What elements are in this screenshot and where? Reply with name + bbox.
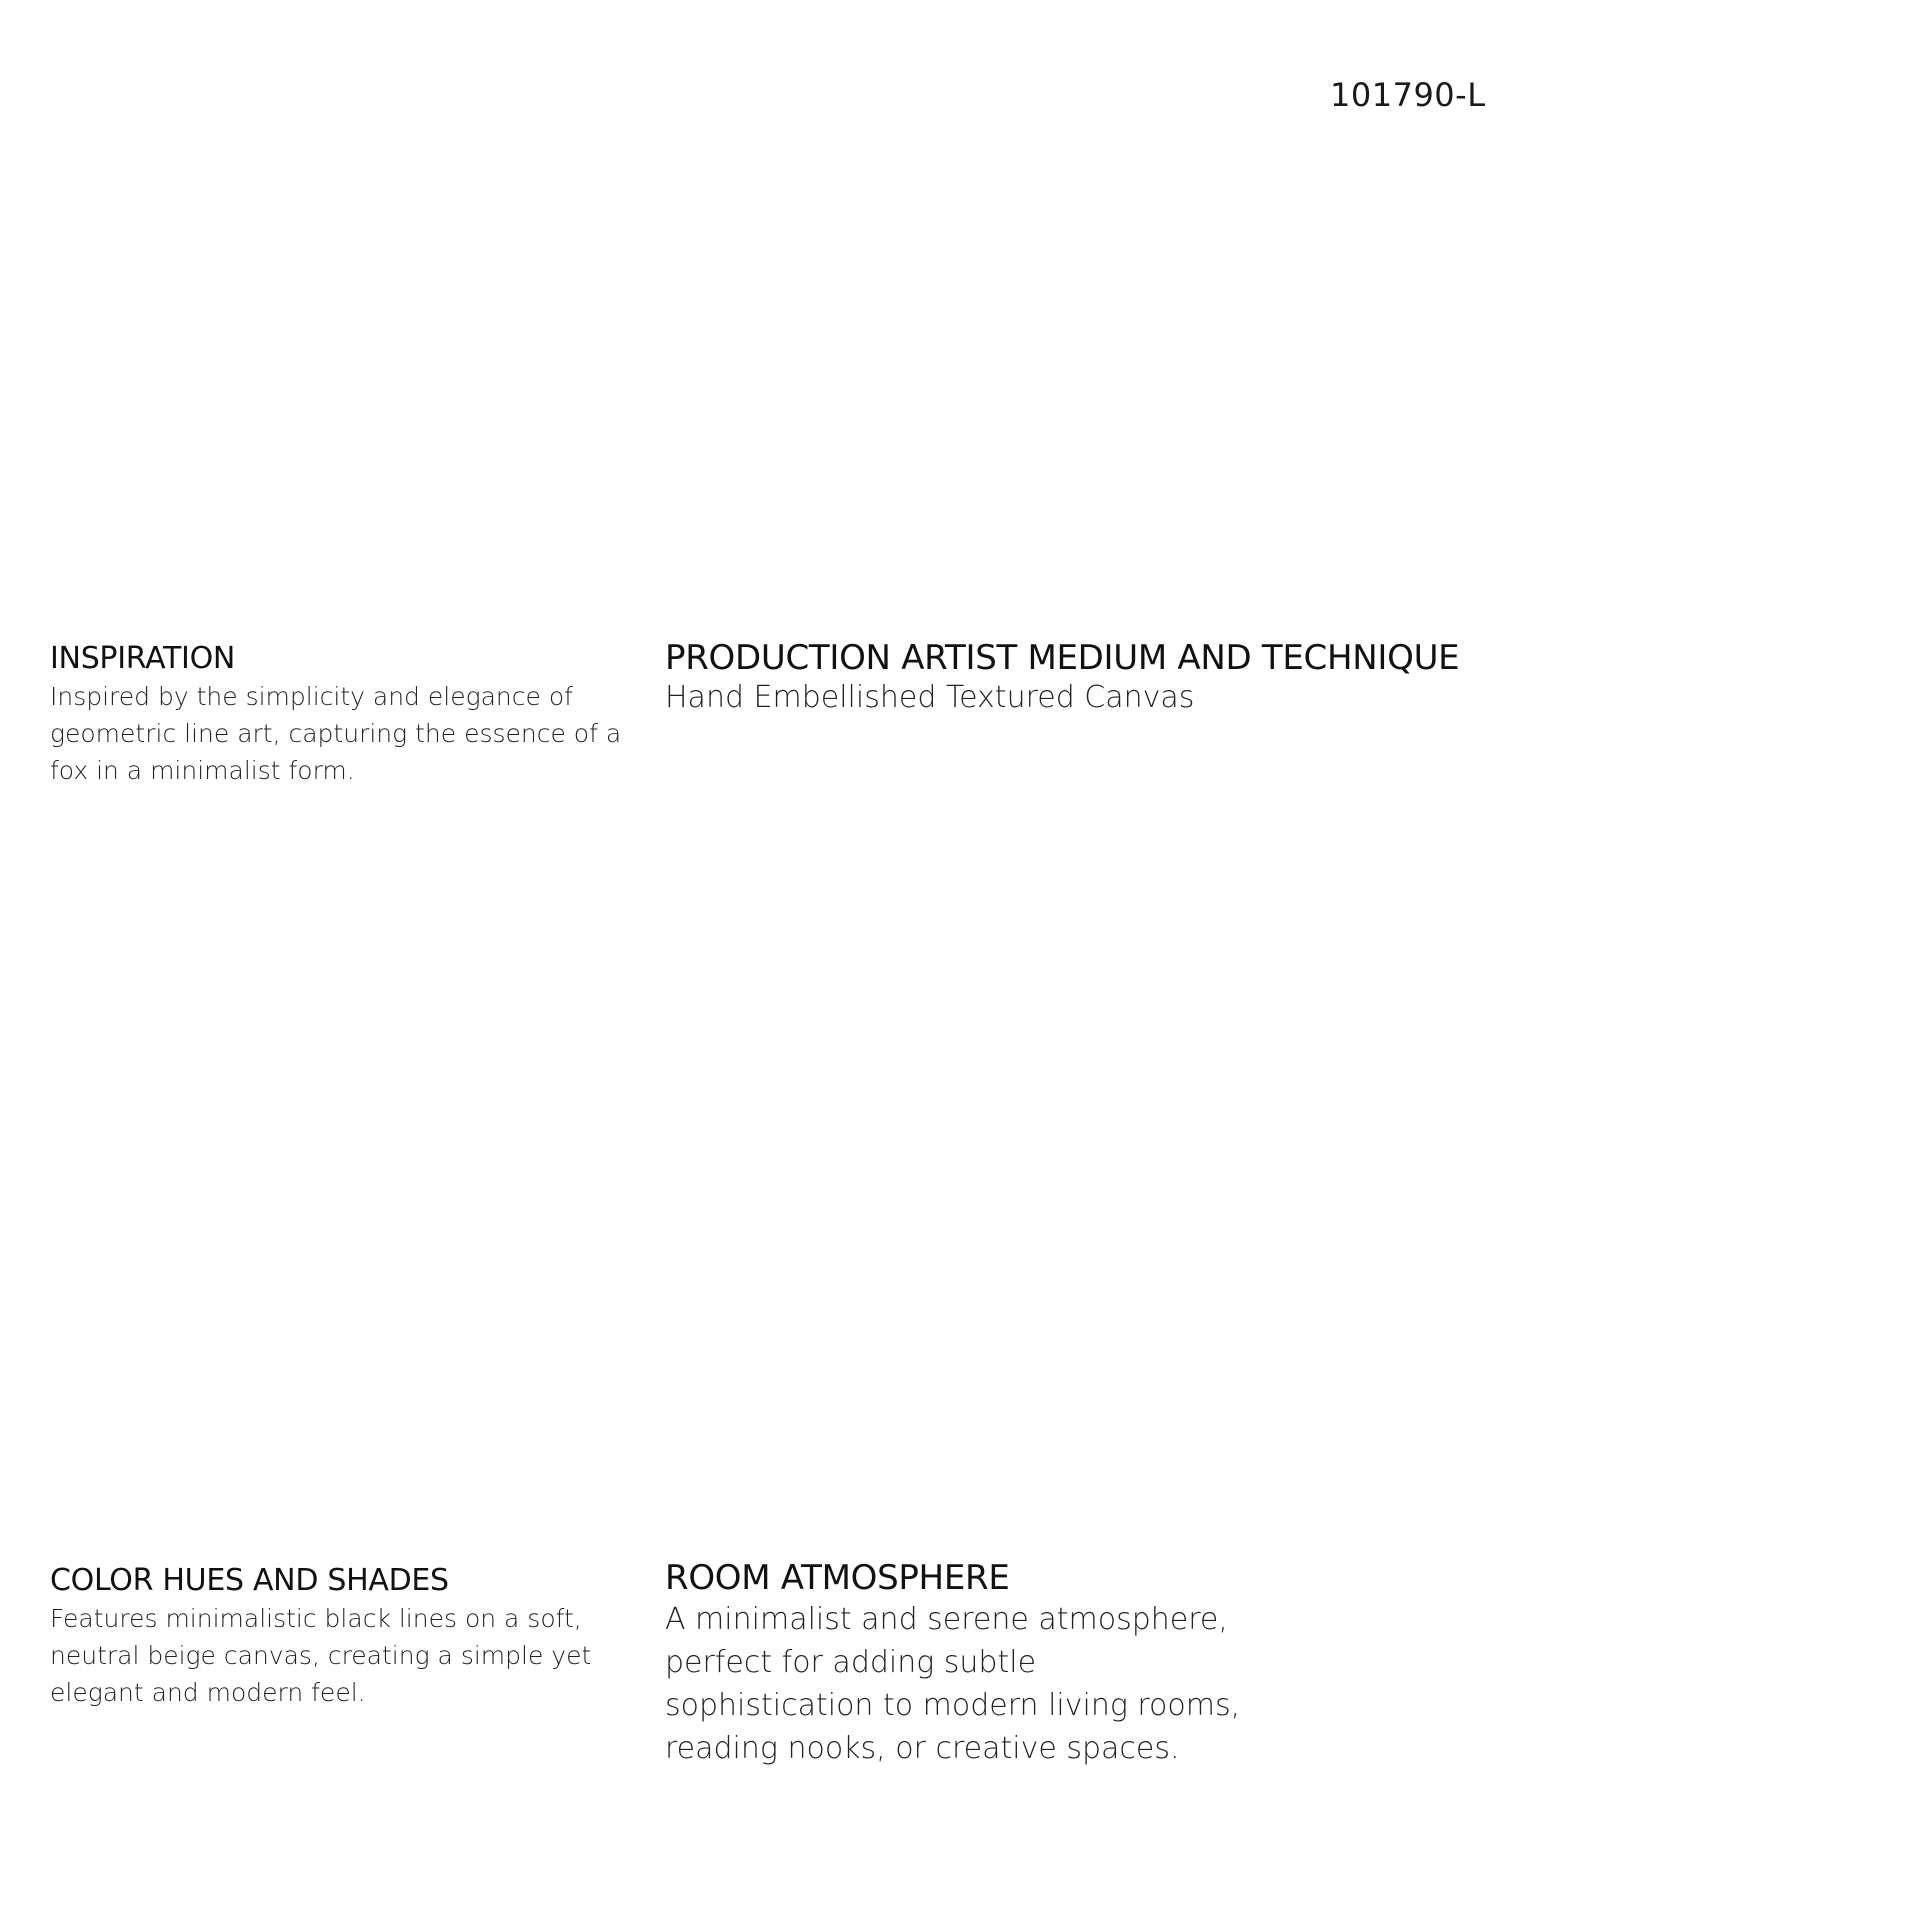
production-heading: PRODUCTION ARTIST MEDIUM AND TECHNIQUE: [665, 638, 1460, 678]
room-atmosphere-heading: ROOM ATMOSPHERE: [665, 1558, 1010, 1598]
color-section: [50, 1562, 640, 1711]
production-text: Hand Embellished Textured Canvas: [665, 680, 1195, 715]
inspiration-section: [50, 640, 640, 789]
room-atmosphere-text: A minimalist and serene atmosphere, perfect for adding subtle sophistication to modern living rooms, reading nooks, or creative spaces.: [665, 1602, 1241, 1766]
color-text: Features minimalistic black lines on a soft, neutral beige canvas, creating a simple yet elegant and modern feel.: [50, 1604, 592, 1707]
room-atmosphere-section: [665, 1558, 1285, 1770]
inspiration-heading: INSPIRATION: [50, 641, 236, 676]
production-section: [665, 638, 1565, 718]
inspiration-text: Inspired by the simplicity and elegance of geometric line art, capturing the essence of a fox in a minimalist form.: [50, 682, 622, 785]
product-code: 101790-L: [1330, 76, 1486, 114]
color-heading: COLOR HUES AND SHADES: [50, 1563, 449, 1598]
